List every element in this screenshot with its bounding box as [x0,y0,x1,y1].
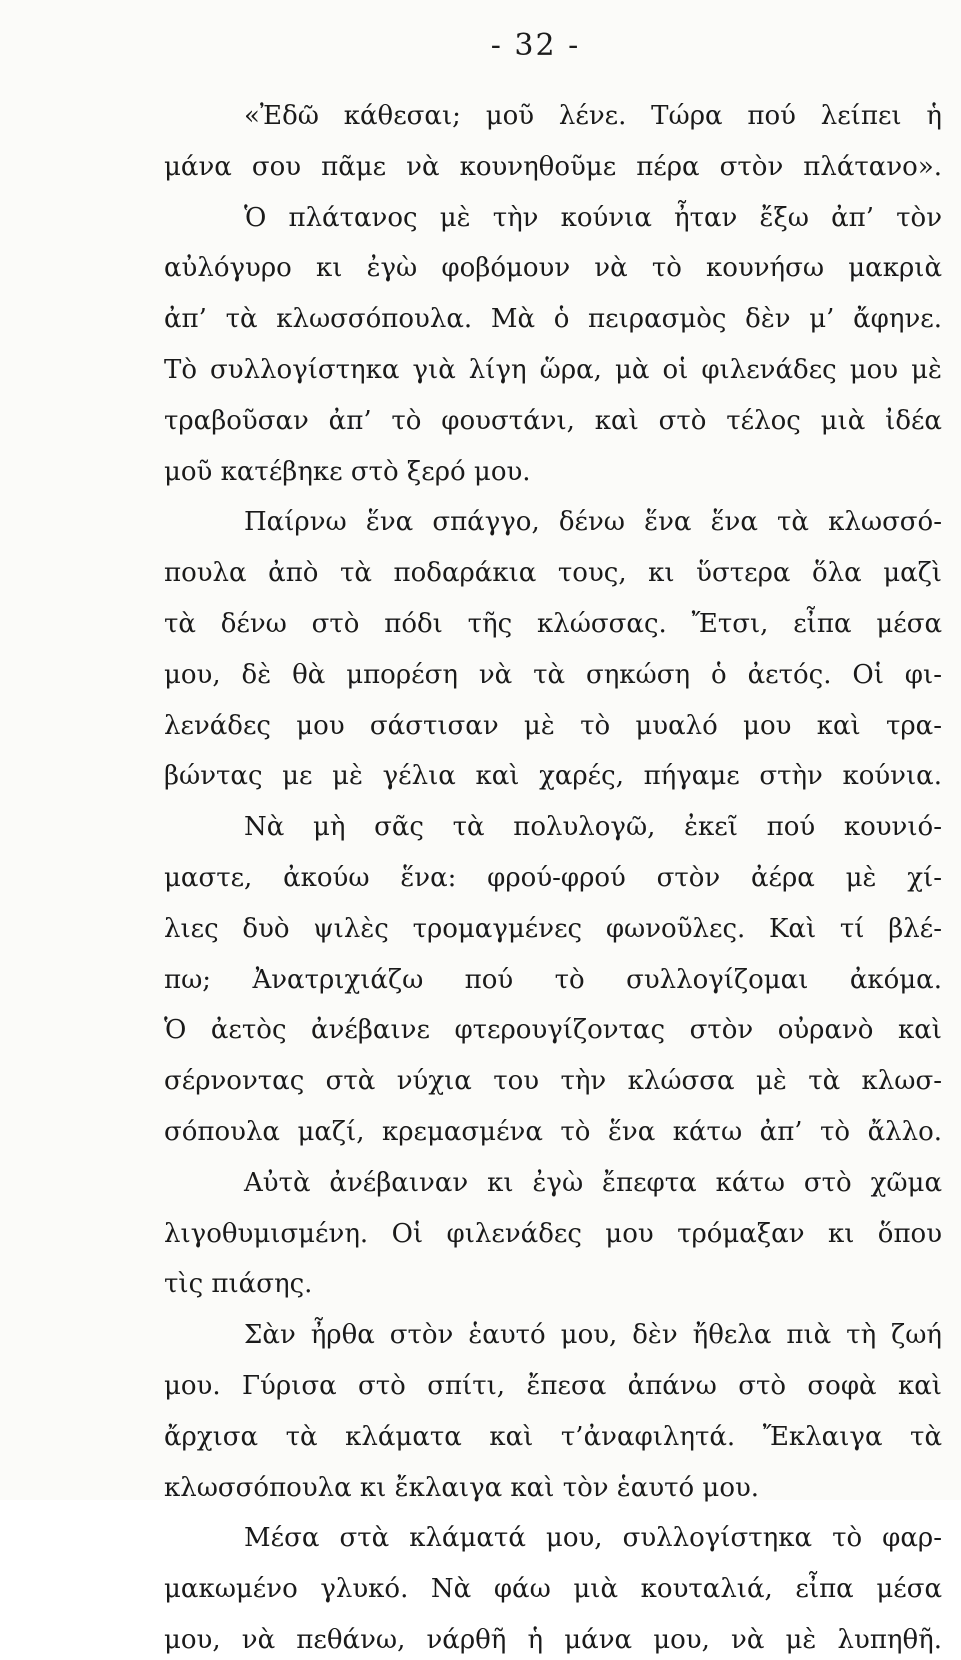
text-line: σόπουλα μαζί, κρεμασμένα τὸ ἕνα κάτω ἀπ’ τὸ ἄλλο. [164,1117,942,1147]
text-line: τὰ δένω στὸ πόδι τῆς κλώσσας. Ἔτσι, εἶπα μέσα [164,609,942,639]
text-line: τραβοῦσαν ἀπ’ τὸ φουστάνι, καὶ στὸ τέλος μιὰ ἰδέα [164,405,942,436]
text-line: αὐλόγυρο κι ἐγὼ φοβόμουν νὰ τὸ κουνήσω μακριὰ [164,253,942,284]
text-line: σέρνοντας στὰ νύχια του τὴν κλώσσα μὲ τὰ κλωσ- [164,1066,942,1097]
text-line: Παίρνω ἕνα σπάγγο, δένω ἕνα ἕνα τὰ κλωσσό- [244,507,942,538]
text-line: μου, δὲ θὰ μπορέση νὰ τὰ σηκώση ὁ ἀετός. Οἱ φι- [164,659,942,690]
text-line: βώντας με μὲ γέλια καὶ χαρές, πήγαμε στὴν κούνια. [164,761,942,792]
text-line: Ὁ πλάτανος μὲ τὴν κούνια ἦταν ἔξω ἀπ’ τὸν [244,202,942,233]
text-line: κλωσσόπουλα κι ἔκλαιγα καὶ τὸν ἑαυτό μου. [164,1472,760,1503]
text-line: μάνα σου πᾶμε νὰ κουνηθοῦμε πέρα στὸν πλάτανο». [164,151,942,182]
text-line: Νὰ μὴ σᾶς τὰ πολυλογῶ, ἐκεῖ πού κουνιό- [244,812,942,843]
text-line: μου, νὰ πεθάνω, νάρθῆ ἡ μάνα μου, νὰ μὲ λυπηθῆ. [164,1625,942,1655]
text-line: Αὐτὰ ἀνέβαιναν κι ἐγὼ ἔπεφτα κάτω στὸ χῶμα [244,1167,942,1198]
text-line: Σὰν ἦρθα στὸν ἑαυτό μου, δὲν ἤθελα πιὰ τὴ ζωή [244,1320,942,1351]
text-line: τὶς πιάσης. [164,1269,313,1300]
text-line: Τὸ συλλογίστηκα γιὰ λίγη ὥρα, μὰ οἱ φιλενάδες μου μὲ [164,355,942,385]
text-line: Ὁ ἀετὸς ἀνέβαινε φτερουγίζοντας στὸν οὐρανὸ καὶ [164,1015,942,1046]
text-line: «Ἐδῶ κάθεσαι; μοῦ λένε. Τώρα πού λείπει ἡ [244,101,942,131]
text-line: Μέσα στὰ κλάματά μου, συλλογίστηκα τὸ φαρ- [244,1523,942,1554]
text-line: πουλα ἀπὸ τὰ ποδαράκια τους, κι ὕστερα ὅλα μαζὶ [164,558,942,589]
text-line: μου. Γύρισα στὸ σπίτι, ἔπεσα ἀπάνω στὸ σοφὰ καὶ [164,1371,942,1401]
text-line: ἀπ’ τὰ κλωσσόπουλα. Μὰ ὁ πειρασμὸς δὲν μ’ ἄφηνε. [164,304,942,335]
text-line: μοῦ κατέβηκε στὸ ξερό μου. [164,456,531,487]
text-line: λενάδες μου σάστισαν μὲ τὸ μυαλό μου καὶ τρα- [164,710,942,741]
text-line: ἄρχισα τὰ κλάματα καὶ τ’ἀναφιλητά. Ἔκλαιγα τὰ [164,1421,942,1452]
text-line: λιες δυὸ ψιλὲς τρομαγμένες φωνοῦλες. Καὶ τί βλέ- [164,913,942,944]
text-line: πω; Ἀνατριχιάζω πού τὸ συλλογίζομαι ἀκόμα. [164,964,942,995]
text-line: λιγοθυμισμένη. Οἱ φιλενάδες μου τρόμαξαν κι ὅπου [164,1218,942,1249]
text-line: μαστε, ἀκούω ἕνα: φρού-φρού στὸν ἀέρα μὲ χί- [164,863,942,893]
page-number: - 32 - [490,28,581,63]
text-line: μακωμένο γλυκό. Νὰ φάω μιὰ κουταλιά, εἶπα μέσα [164,1574,942,1605]
